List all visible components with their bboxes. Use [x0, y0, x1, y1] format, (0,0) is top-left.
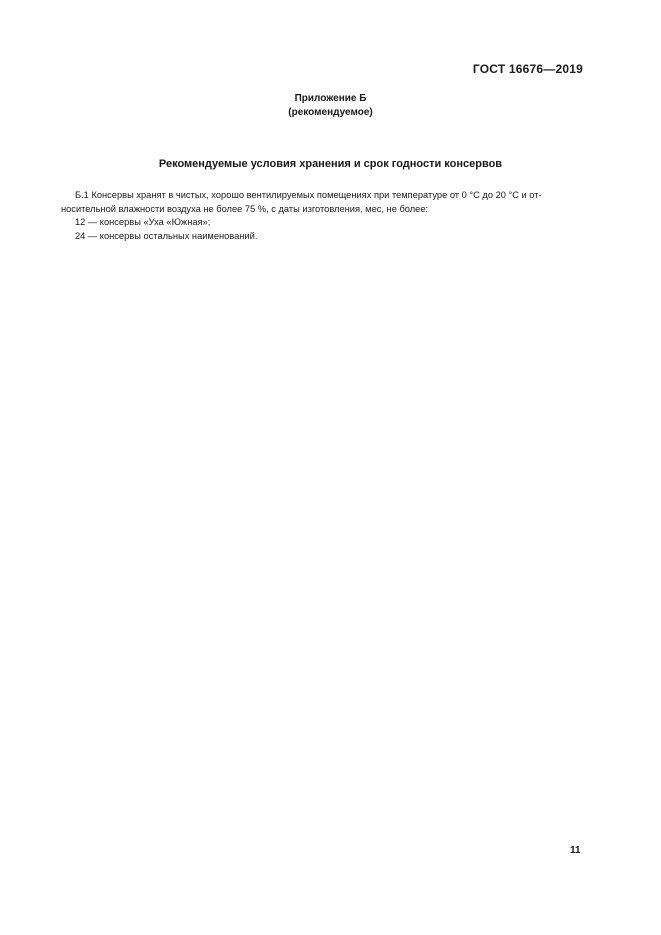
section-title: Рекомендуемые условия хранения и срок годности консервов [158, 158, 503, 170]
body-text [61, 189, 581, 243]
list-item: 12 — консервы «Уха «Южная»; [75, 217, 211, 227]
appendix-heading [0, 92, 661, 120]
appendix-status: (рекомендуемое) [288, 107, 373, 118]
appendix-title: Приложение Б [294, 93, 367, 104]
page-number: 11 [570, 845, 581, 856]
paragraph-line-1: Б.1 Консервы хранят в чистых, хорошо вентилируемых помещениях при температуре от 0 °С до 20 °С и от- [75, 190, 542, 200]
paragraph-line-2: носительной влажности воздуха не более 75 %, с даты изготовления, мес, не более: [61, 203, 429, 214]
standard-designation: ГОСТ 16676—2019 [472, 62, 583, 76]
list-item: 24 — консервы остальных наименований. [75, 230, 258, 241]
